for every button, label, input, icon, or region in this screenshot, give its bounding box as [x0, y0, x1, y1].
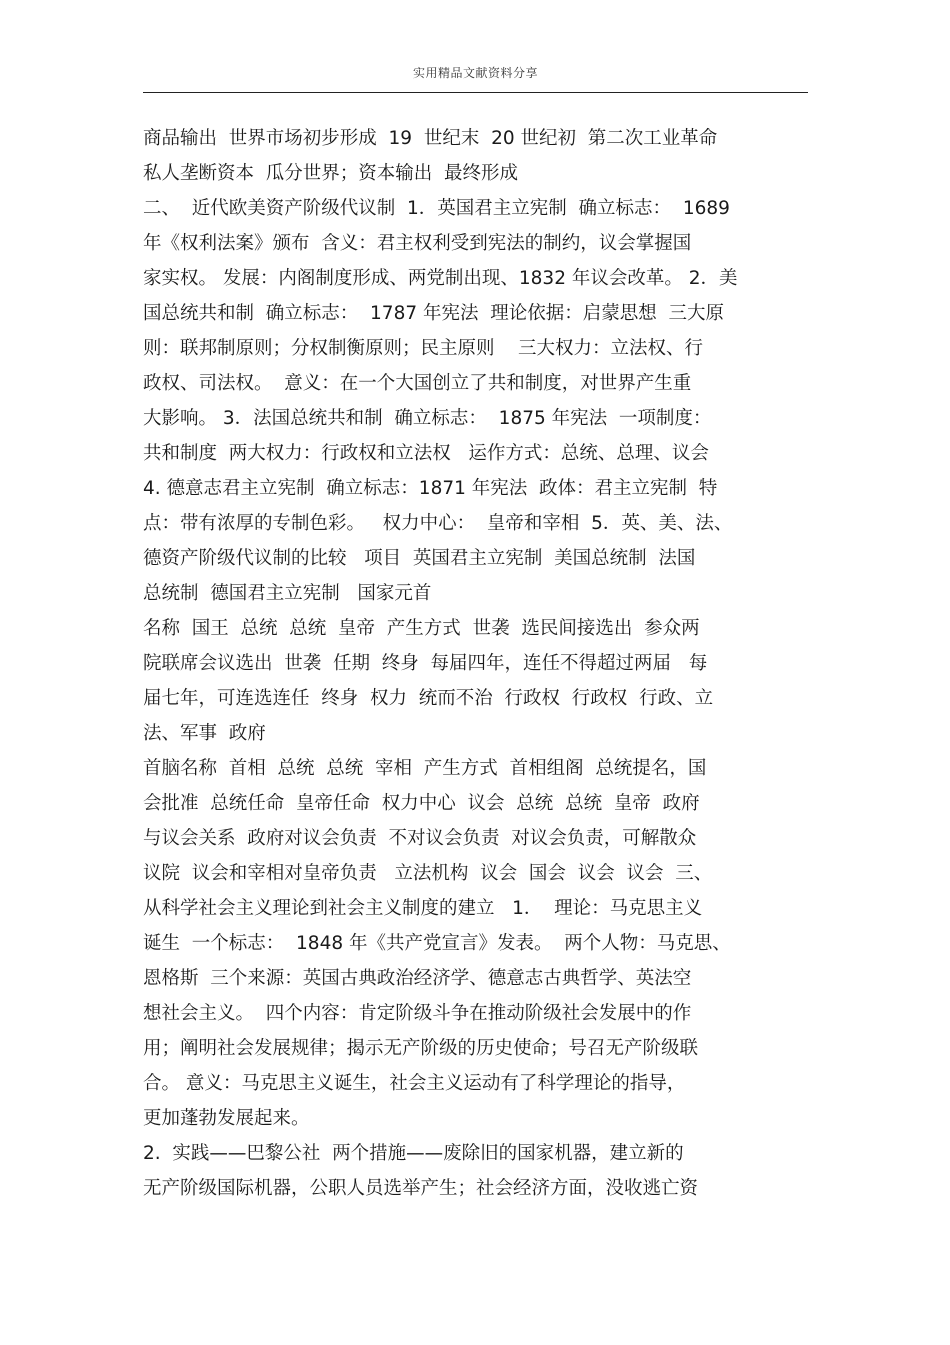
text-line: 二、 近代欧美资产阶级代议制 1．英国君主立宪制 确立标志： 1689: [143, 198, 730, 219]
document-body: [143, 121, 823, 1206]
text-line: 政权、司法权。 意义：在一个大国创立了共和制度，对世界产生重: [143, 373, 692, 394]
text-line: 点：带有浓厚的专制色彩。 权力中心： 皇帝和宰相 5．英、美、法、: [143, 513, 733, 534]
text-line: 与议会关系 政府对议会负责 不对议会负责 对议会负责，可解散众: [143, 828, 697, 849]
text-line: 用；阐明社会发展规律；揭示无产阶级的历史使命；号召无产阶级联: [143, 1038, 699, 1059]
text-line: 想社会主义。 四个内容：肯定阶级斗争在推动阶级社会发展中的作: [143, 1003, 692, 1024]
text-line: 首脑名称 首相 总统 总统 宰相 产生方式 首相组阁 总统提名，国: [143, 758, 707, 779]
text-line: 私人垄断资本 瓜分世界；资本输出 最终形成: [143, 163, 519, 184]
text-line: 2. 实践——巴黎公社 两个措施——废除旧的国家机器，建立新的: [143, 1143, 684, 1164]
text-line: 年《权利法案》颁布 含义：君主权利受到宪法的制约，议会掌握国: [143, 233, 692, 254]
text-line: 会批准 总统任命 皇帝任命 权力中心 议会 总统 总统 皇帝 政府: [143, 793, 700, 814]
text-line: 法、军事 政府: [143, 723, 266, 744]
text-line: 大影响。 3．法国总统共和制 确立标志： 1875 年宪法 一项制度：: [143, 408, 712, 429]
text-line: 更加蓬勃发展起来。: [143, 1108, 310, 1129]
text-line: 国总统共和制 确立标志： 1787 年宪法 理论依据：启蒙思想 三大原: [143, 303, 725, 324]
text-line: 从科学社会主义理论到社会主义制度的建立 1． 理论：马克思主义: [143, 898, 703, 919]
text-line: 4. 德意志君主立宪制 确立标志：1871 年宪法 政体：君主立宪制 特: [143, 478, 718, 499]
text-line: 家实权。 发展：内阁制度形成、两党制出现、1832 年议会改革。 2．美: [143, 268, 738, 289]
text-line: 院联席会议选出 世袭 任期 终身 每届四年，连任不得超过两届 每: [143, 653, 708, 674]
text-line: 总统制 德国君主立宪制 国家元首: [143, 583, 432, 604]
text-line: 共和制度 两大权力：行政权和立法权 运作方式：总统、总理、议会: [143, 443, 709, 464]
text-line: 恩格斯 三个来源：英国古典政治经济学、德意志古典哲学、英法空: [143, 968, 692, 989]
header-divider: [143, 92, 808, 93]
page-header-title: 实用精品文献资料分享: [412, 66, 538, 80]
text-line: 议院 议会和宰相对皇帝负责 立法机构 议会 国会 议会 议会 三、: [143, 863, 713, 884]
text-line: 则：联邦制原则；分权制衡原则；民主原则 三大权力：立法权、行: [143, 338, 704, 359]
text-line: 诞生 一个标志： 1848 年《共产党宣言》发表。 两个人物：马克思、: [143, 933, 731, 954]
text-line: 无产阶级国际机器，公职人员选举产生；社会经济方面，没收逃亡资: [143, 1178, 699, 1199]
text-line: 德资产阶级代议制的比较 项目 英国君主立宪制 美国总统制 法国: [143, 548, 696, 569]
text-line: 届七年，可连选连任 终身 权力 统而不治 行政权 行政权 行政、立: [143, 688, 714, 709]
text-line: 合。 意义：马克思主义诞生，社会主义运动有了科学理论的指导，: [143, 1073, 686, 1094]
text-line: 名称 国王 总统 总统 皇帝 产生方式 世袭 选民间接选出 参众两: [143, 618, 700, 639]
text-line: 商品输出 世界市场初步形成 19 世纪末 20 世纪初 第二次工业革命: [143, 128, 718, 149]
